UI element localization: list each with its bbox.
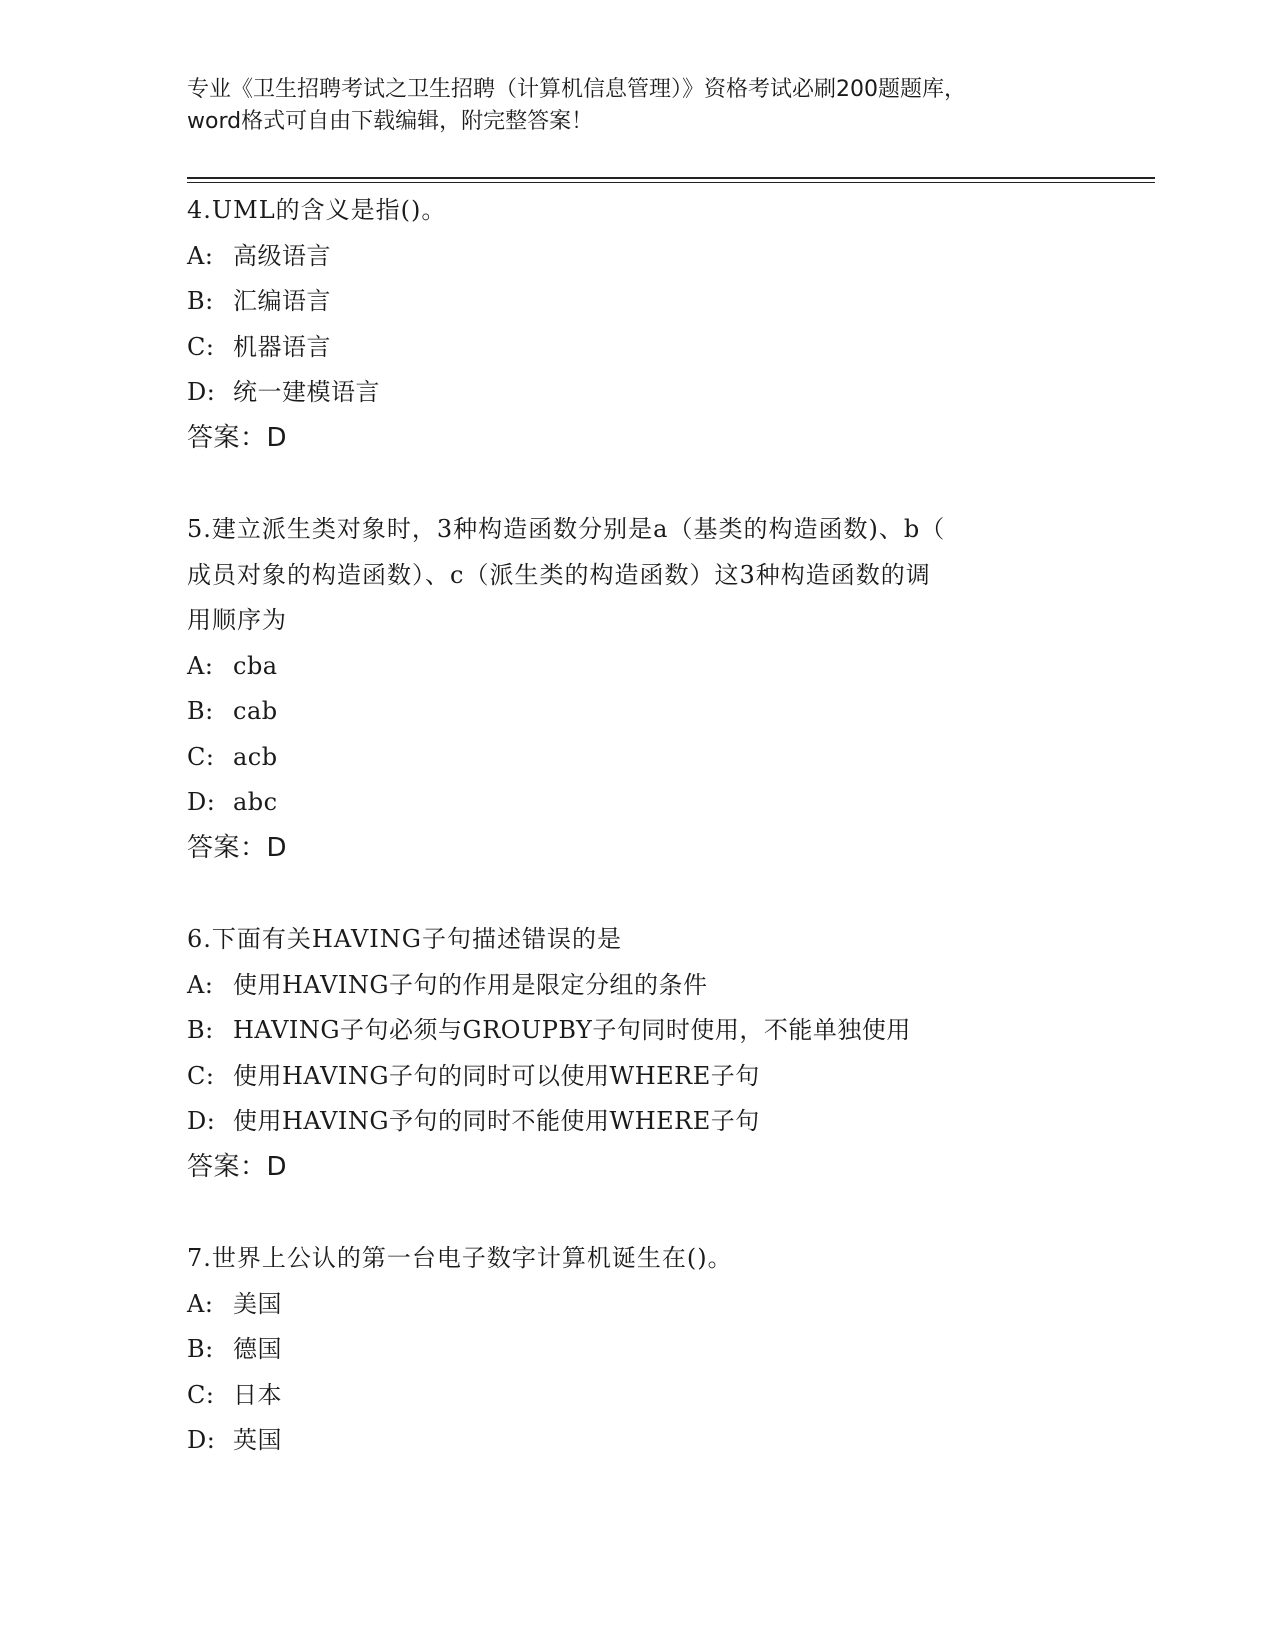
answer-option	[187, 325, 1087, 371]
option-text: cba	[233, 651, 278, 680]
option-text: cab	[233, 697, 278, 725]
option-text: 日本	[233, 1380, 282, 1409]
option-letter: A:	[187, 241, 214, 270]
answer-option	[187, 234, 1087, 280]
option-text: 高级语言	[233, 241, 331, 270]
option-text: 使用HAVING子句的作用是限定分组的条件	[233, 970, 708, 999]
option-letter: D:	[187, 378, 216, 406]
option-letter: A:	[187, 970, 214, 999]
option-letter: D:	[187, 1426, 216, 1454]
option-letter: B:	[187, 1016, 214, 1044]
option-text: 德国	[233, 1335, 282, 1363]
option-text: 统一建模语言	[233, 378, 380, 406]
answer-option	[187, 279, 1087, 325]
answer-option	[187, 1008, 1087, 1054]
answer-option	[187, 735, 1087, 781]
question-stem: 6.下面有关HAVING子句描述错误的是	[187, 925, 622, 953]
option-text: 英国	[233, 1426, 282, 1454]
question-stem: 成员对象的构造函数）、c（派生类的构造函数）这3种构造函数的调	[187, 560, 931, 589]
answer-option	[187, 370, 1087, 416]
question-block	[187, 188, 1087, 461]
question-stem: 5.建立派生类对象时，3种构造函数分别是a（基类的构造函数)、b（	[187, 515, 946, 543]
option-text: 使用HAVING予句的同时不能使用WHERE子句	[233, 1107, 760, 1135]
document-header	[187, 74, 1077, 138]
option-text: abc	[233, 788, 278, 816]
option-letter: A:	[187, 651, 214, 680]
header-divider-thick	[187, 177, 1155, 179]
answer-option	[187, 1327, 1087, 1373]
question-stem: 4.UML的含义是指()。	[187, 196, 447, 224]
answer-key: 答案：D	[187, 832, 288, 863]
question-list	[187, 188, 1087, 1510]
header-title-line-1: 专业《卫生招聘考试之卫生招聘（计算机信息管理）》资格考试必刷200题题库，	[187, 77, 966, 102]
option-letter: B:	[187, 697, 214, 725]
question-block	[187, 507, 1087, 871]
option-text: acb	[233, 742, 278, 771]
answer-option	[187, 780, 1087, 826]
answer-option	[187, 1373, 1087, 1419]
option-letter: C:	[187, 1380, 215, 1409]
question-block	[187, 917, 1087, 1190]
option-letter: D:	[187, 788, 216, 816]
answer-option	[187, 1099, 1087, 1145]
answer-option	[187, 689, 1087, 735]
question-block	[187, 1236, 1087, 1464]
answer-key: 答案：D	[187, 1151, 288, 1182]
option-letter: C:	[187, 332, 215, 361]
answer-option	[187, 963, 1087, 1009]
answer-option	[187, 1282, 1087, 1328]
option-text: HAVING子句必须与GROUPBY子句同时使用，不能单独使用	[233, 1016, 911, 1044]
option-letter: D:	[187, 1107, 216, 1135]
answer-key: 答案：D	[187, 422, 288, 453]
question-stem: 用顺序为	[187, 606, 287, 634]
option-letter: C:	[187, 742, 215, 771]
answer-option	[187, 644, 1087, 690]
option-letter: C:	[187, 1061, 215, 1090]
option-letter: B:	[187, 1335, 214, 1363]
option-text: 使用HAVING子句的同时可以使用WHERE子句	[233, 1061, 760, 1090]
answer-option	[187, 1418, 1087, 1464]
header-title-line-2: word格式可自由下载编辑，附完整答案！	[187, 109, 594, 134]
option-text: 美国	[233, 1289, 282, 1318]
header-divider-thin	[187, 182, 1155, 183]
option-text: 机器语言	[233, 332, 331, 361]
question-stem: 7.世界上公认的第一台电子数字计算机诞生在()。	[187, 1244, 733, 1272]
answer-option	[187, 1054, 1087, 1100]
option-letter: B:	[187, 287, 214, 315]
option-text: 汇编语言	[233, 287, 331, 315]
option-letter: A:	[187, 1289, 214, 1318]
